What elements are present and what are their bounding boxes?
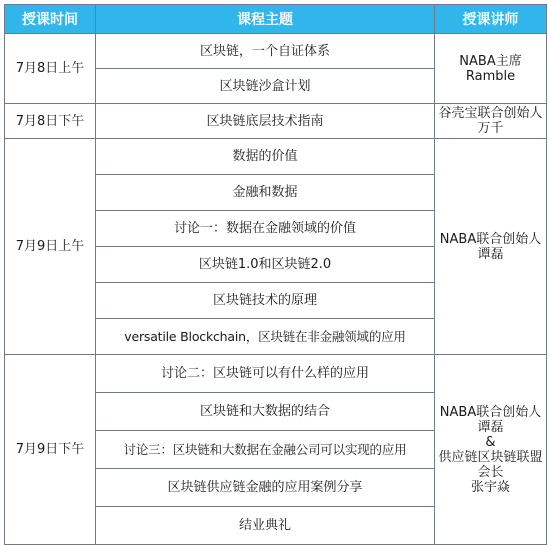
session-topic: 结业典礼 bbox=[96, 507, 435, 545]
session-topic: 区块链沙盒计划 bbox=[96, 69, 435, 104]
session-time: 7月8日下午 bbox=[5, 104, 96, 139]
session-time: 7月9日下午 bbox=[5, 355, 96, 545]
session-topic: 区块链供应链金融的应用案例分享 bbox=[96, 469, 435, 507]
teacher-line: 谷壳宝联合创始人 bbox=[438, 106, 543, 121]
session-topic: 讨论二：区块链可以有什么样的应用 bbox=[96, 355, 435, 393]
teacher-line: NABA联合创始人 bbox=[439, 231, 542, 247]
session-topic: 讨论三：区块链和大数据在金融公司可以实现的应用 bbox=[96, 431, 435, 469]
table-row bbox=[5, 139, 547, 175]
header-teacher: 授课讲师 bbox=[435, 5, 547, 34]
table-header-row bbox=[5, 5, 547, 34]
session-time: 7月8日上午 bbox=[5, 34, 96, 104]
session-topic: 区块链技术的原理 bbox=[96, 283, 435, 319]
header-time: 授课时间 bbox=[5, 5, 96, 34]
teacher-line: 万千 bbox=[477, 121, 504, 136]
session-topic: 区块链，一个自证体系 bbox=[96, 34, 435, 69]
table-row bbox=[5, 355, 547, 393]
session-teacher bbox=[435, 355, 547, 545]
session-topic: 区块链1.0和区块链2.0 bbox=[96, 247, 435, 283]
teacher-line: 供应链区块链联盟 bbox=[438, 449, 543, 465]
teacher-line: & bbox=[485, 434, 496, 450]
teacher-line: 谭磊 bbox=[477, 246, 504, 262]
table-row bbox=[5, 34, 547, 69]
header-topic: 课程主题 bbox=[96, 5, 435, 34]
session-topic: 讨论一：数据在金融领域的价值 bbox=[96, 211, 435, 247]
session-topic: 金融和数据 bbox=[96, 175, 435, 211]
session-topic: 区块链和大数据的结合 bbox=[96, 393, 435, 431]
teacher-line: NABA主席 bbox=[459, 53, 522, 69]
teacher-line: Ramble bbox=[465, 68, 516, 84]
session-teacher bbox=[435, 139, 547, 355]
table-row bbox=[5, 104, 547, 139]
session-topic: 区块链底层技术指南 bbox=[96, 104, 435, 139]
teacher-line: NABA联合创始人 bbox=[439, 404, 542, 420]
session-teacher bbox=[435, 34, 547, 104]
teacher-line: 会长 bbox=[477, 464, 504, 480]
teacher-line: 张宇焱 bbox=[470, 479, 510, 495]
session-teacher bbox=[435, 104, 547, 139]
teacher-line: 谭磊 bbox=[477, 419, 504, 435]
session-topic: 数据的价值 bbox=[96, 139, 435, 175]
session-time: 7月9日上午 bbox=[5, 139, 96, 355]
course-schedule-table bbox=[4, 4, 547, 545]
session-topic: versatile Blockchain，区块链在非金融领域的应用 bbox=[96, 319, 435, 355]
